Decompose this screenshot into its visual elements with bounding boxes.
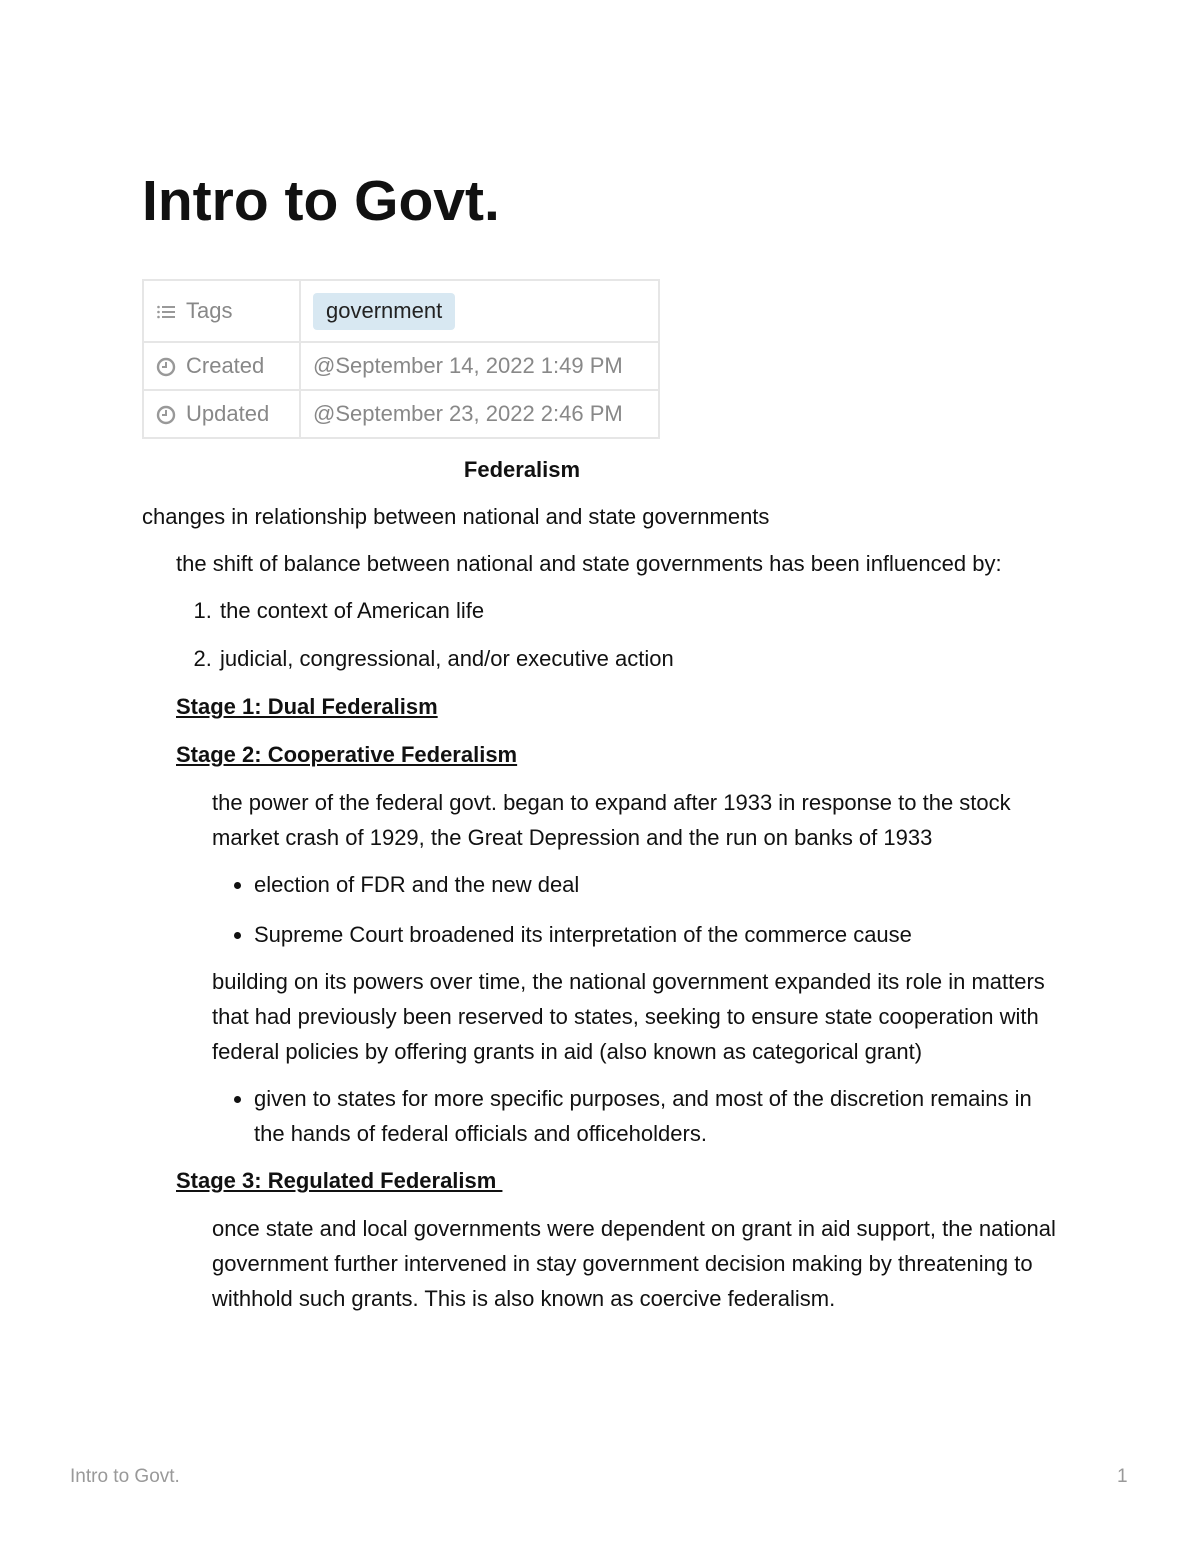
page-number: 1 <box>1117 1466 1128 1487</box>
property-label-tags: Tags <box>186 298 233 324</box>
list-item: 1. the context of American life <box>218 593 1062 628</box>
stage2-bullets <box>142 867 1062 952</box>
clock-icon <box>156 405 176 425</box>
property-key-tags <box>143 280 300 342</box>
stage1-heading: Stage 1: Dual Federalism <box>176 694 438 719</box>
page-content <box>142 452 1062 1328</box>
influences-list <box>142 593 1062 676</box>
stage2-paragraph: the power of the federal govt. began to expand after 1933 in response to the stock market crash of 1929, the Great Depression and the run on banks of 1933 <box>212 790 1011 850</box>
property-value-updated: @September 23, 2022 2:46 PM <box>300 390 659 438</box>
property-row-tags <box>143 280 659 342</box>
stage2-paragraph-2: building on its powers over time, the national government expanded its role in matters that had previously been reserved to states, seeking to ensure state cooperation with federal policies by offering grants in aid (also known as categorical grant) <box>212 969 1045 1064</box>
property-label-created: Created <box>186 353 265 379</box>
properties-table <box>142 279 660 439</box>
property-value-created: @September 14, 2022 1:49 PM <box>300 342 659 390</box>
list-icon <box>156 302 176 322</box>
tag-chip[interactable]: government <box>313 293 455 330</box>
stage2-bullets-2 <box>142 1081 1062 1151</box>
list-item: 2. judicial, congressional, and/or executive action <box>218 641 1062 676</box>
property-row-updated <box>143 390 659 438</box>
list-item: • Supreme Court broadened its interpretation of the commerce cause <box>254 917 1062 952</box>
clock-icon <box>156 357 176 377</box>
stage3-heading: Stage 3: Regulated Federalism <box>176 1168 503 1193</box>
stage3-paragraph: once state and local governments were dependent on grant in aid support, the national government further intervened in stay government decision making by threatening to withhold such grants. This is also known as coercive federalism. <box>212 1216 1056 1311</box>
property-key-updated <box>143 390 300 438</box>
intro-paragraph: changes in relationship between national and state governments <box>142 504 770 529</box>
sub-intro-paragraph: the shift of balance between national and state governments has been influenced by: <box>176 551 1002 576</box>
page-title: Intro to Govt. <box>142 169 500 233</box>
stage2-heading: Stage 2: Cooperative Federalism <box>176 742 518 767</box>
property-key-created <box>143 342 300 390</box>
footer-title: Intro to Govt. <box>70 1466 180 1487</box>
property-label-updated: Updated <box>186 401 270 427</box>
property-value-tags <box>300 280 659 342</box>
list-item: • election of FDR and the new deal <box>254 867 1062 902</box>
property-row-created <box>143 342 659 390</box>
list-item: • given to states for more specific purposes, and most of the discretion remains in the hands of federal officials and officeholders. <box>254 1081 1062 1151</box>
section-heading: Federalism <box>463 457 581 482</box>
